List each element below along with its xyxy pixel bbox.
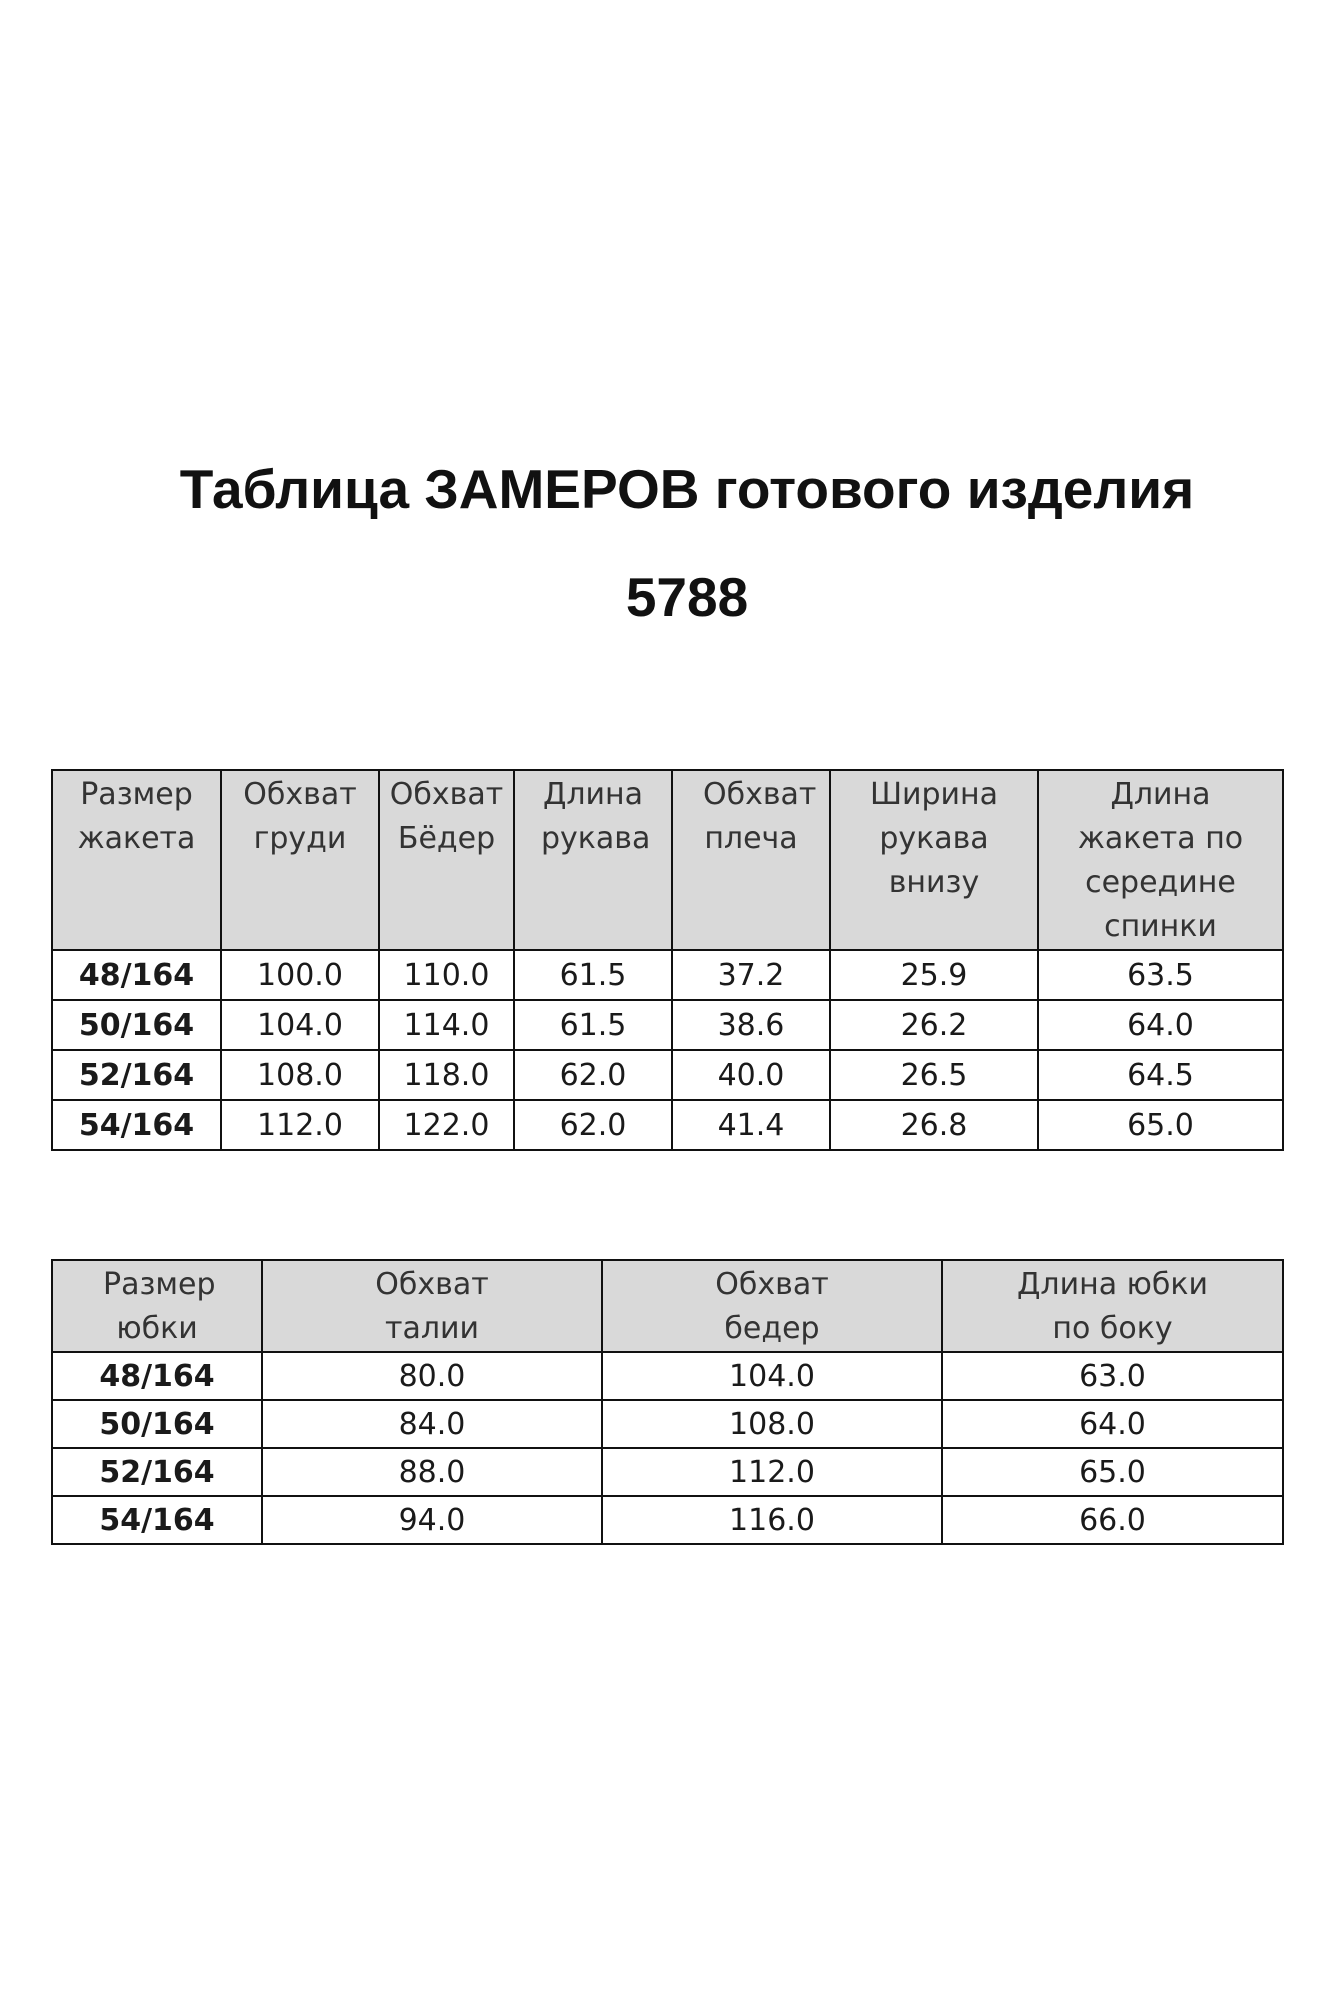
column-header-size: Размер жакета bbox=[52, 770, 221, 950]
column-header-chest: Обхват груди bbox=[221, 770, 379, 950]
table-cell: 26.8 bbox=[830, 1100, 1038, 1150]
page-title: Таблица ЗАМЕРОВ готового изделия bbox=[179, 458, 1195, 520]
model-number: 5788 bbox=[625, 566, 749, 628]
table-cell: 112.0 bbox=[221, 1100, 379, 1150]
size-cell: 50/164 bbox=[52, 1400, 262, 1448]
table-row bbox=[52, 1352, 1283, 1400]
table-row bbox=[52, 950, 1283, 1000]
table-cell: 61.5 bbox=[514, 950, 672, 1000]
table-cell: 65.0 bbox=[942, 1448, 1283, 1496]
column-header-sleeve-length: Длина рукава bbox=[514, 770, 672, 950]
table-cell: 112.0 bbox=[602, 1448, 942, 1496]
size-cell: 50/164 bbox=[52, 1000, 221, 1050]
table-cell: 26.2 bbox=[830, 1000, 1038, 1050]
table-row bbox=[52, 1100, 1283, 1150]
table-cell: 37.2 bbox=[672, 950, 830, 1000]
column-header-shoulder: Обхват плеча bbox=[672, 770, 830, 950]
column-header-sleeve-width: Ширина рукава внизу bbox=[830, 770, 1038, 950]
column-header-skirt-size: Размер юбки bbox=[52, 1260, 262, 1352]
table-cell: 63.0 bbox=[942, 1352, 1283, 1400]
column-header-skirt-hips: Обхват бедер bbox=[602, 1260, 942, 1352]
table-row bbox=[52, 1496, 1283, 1544]
table-cell: 66.0 bbox=[942, 1496, 1283, 1544]
table-cell: 100.0 bbox=[221, 950, 379, 1000]
table-row bbox=[52, 1000, 1283, 1050]
table-cell: 114.0 bbox=[379, 1000, 514, 1050]
table-cell: 62.0 bbox=[514, 1050, 672, 1100]
table-cell: 64.0 bbox=[1038, 1000, 1283, 1050]
column-header-hips: Обхват Бёдер bbox=[379, 770, 514, 950]
column-header-jacket-length: Длина жакета по середине спинки bbox=[1038, 770, 1283, 950]
size-cell: 48/164 bbox=[52, 950, 221, 1000]
table-row bbox=[52, 1448, 1283, 1496]
table-cell: 80.0 bbox=[262, 1352, 602, 1400]
column-header-skirt-length: Длина юбки по боку bbox=[942, 1260, 1283, 1352]
table-cell: 94.0 bbox=[262, 1496, 602, 1544]
size-cell: 52/164 bbox=[52, 1050, 221, 1100]
column-header-waist: Обхват талии bbox=[262, 1260, 602, 1352]
table-cell: 40.0 bbox=[672, 1050, 830, 1100]
table-cell: 65.0 bbox=[1038, 1100, 1283, 1150]
table-cell: 108.0 bbox=[602, 1400, 942, 1448]
table-row bbox=[52, 1050, 1283, 1100]
table-cell: 110.0 bbox=[379, 950, 514, 1000]
size-cell: 52/164 bbox=[52, 1448, 262, 1496]
table-cell: 25.9 bbox=[830, 950, 1038, 1000]
size-cell: 54/164 bbox=[52, 1100, 221, 1150]
size-cell: 48/164 bbox=[52, 1352, 262, 1400]
table-cell: 84.0 bbox=[262, 1400, 602, 1448]
table-row bbox=[52, 1400, 1283, 1448]
table-cell: 64.0 bbox=[942, 1400, 1283, 1448]
table-cell: 118.0 bbox=[379, 1050, 514, 1100]
table-cell: 38.6 bbox=[672, 1000, 830, 1050]
table-cell: 108.0 bbox=[221, 1050, 379, 1100]
table-cell: 104.0 bbox=[602, 1352, 942, 1400]
size-cell: 54/164 bbox=[52, 1496, 262, 1544]
table-cell: 62.0 bbox=[514, 1100, 672, 1150]
table-cell: 26.5 bbox=[830, 1050, 1038, 1100]
table-cell: 61.5 bbox=[514, 1000, 672, 1050]
table-cell: 41.4 bbox=[672, 1100, 830, 1150]
table-header-row bbox=[52, 770, 1283, 950]
table-cell: 122.0 bbox=[379, 1100, 514, 1150]
skirt-measurements-table bbox=[51, 1259, 1284, 1545]
table-cell: 104.0 bbox=[221, 1000, 379, 1050]
jacket-measurements-table bbox=[51, 769, 1284, 1151]
table-cell: 64.5 bbox=[1038, 1050, 1283, 1100]
table-cell: 63.5 bbox=[1038, 950, 1283, 1000]
table-header-row bbox=[52, 1260, 1283, 1352]
table-cell: 88.0 bbox=[262, 1448, 602, 1496]
table-cell: 116.0 bbox=[602, 1496, 942, 1544]
